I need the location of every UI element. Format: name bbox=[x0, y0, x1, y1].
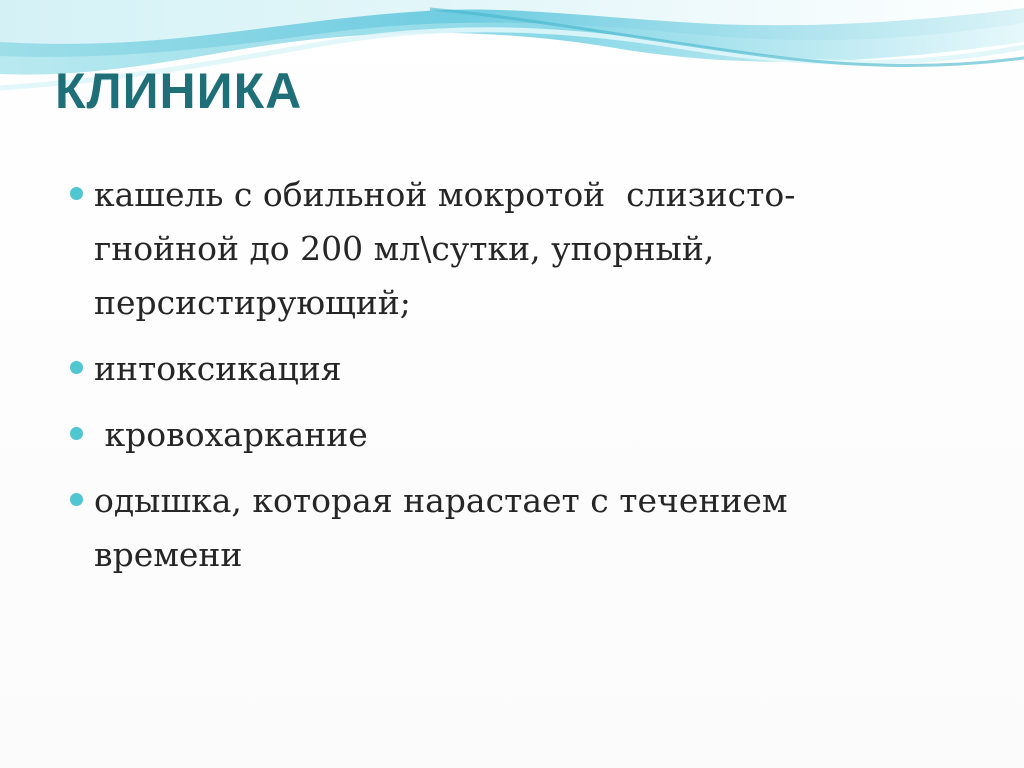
bullet-line: кровохаркание bbox=[94, 415, 368, 454]
bullet-line: времени bbox=[94, 535, 243, 574]
bullet-list bbox=[64, 168, 964, 594]
circle-bullet-icon bbox=[70, 187, 83, 200]
bullet-line: одышка, которая нарастает с течением bbox=[94, 481, 788, 520]
bullet-item-hemoptysis bbox=[64, 408, 964, 462]
bullet-line: интоксикация bbox=[94, 349, 342, 388]
bullet-item-dyspnea bbox=[64, 474, 964, 582]
bullet-item-cough bbox=[64, 168, 964, 330]
circle-bullet-icon bbox=[70, 427, 83, 440]
bullet-line: гнойной до 200 мл\сутки, упорный, bbox=[94, 229, 715, 268]
bullet-item-intoxication bbox=[64, 342, 964, 396]
circle-bullet-icon bbox=[70, 361, 83, 374]
bullet-line: кашель с обильной мокротой слизисто- bbox=[94, 175, 796, 214]
slide-title: КЛИНИКА bbox=[55, 63, 303, 119]
circle-bullet-icon bbox=[70, 493, 83, 506]
bullet-line: персистирующий; bbox=[94, 283, 411, 322]
